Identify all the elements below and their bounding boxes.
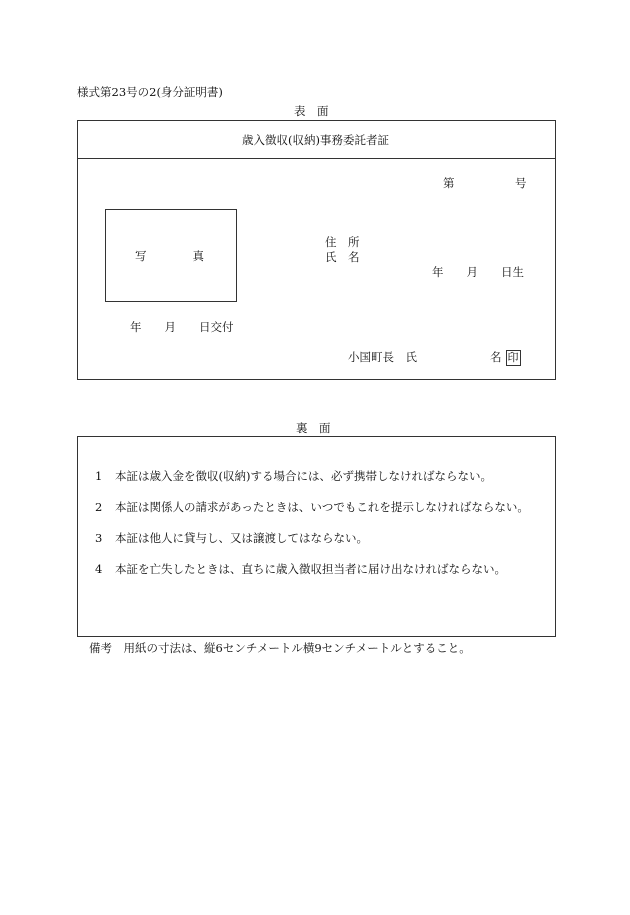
issuer-label: 小国町長 氏 bbox=[348, 350, 417, 364]
number-label-go: 号 bbox=[515, 176, 527, 190]
front-title-divider bbox=[77, 158, 556, 159]
note-item: 2 本証は関係人の請求があったときは、いつでもこれを提示しなければならない。 bbox=[95, 500, 529, 514]
seal-mark: 印 bbox=[507, 351, 519, 364]
card-title: 歳入徴収(収納)事務委託者証 bbox=[242, 133, 389, 147]
address-label: 住 所 bbox=[325, 235, 360, 249]
issuer-name-line bbox=[490, 349, 521, 366]
issue-date-label: 年 月 日交付 bbox=[130, 320, 234, 334]
note-item: 3 本証は他人に貸与し、又は譲渡してはならない。 bbox=[95, 531, 368, 545]
back-side-label: 裏 面 bbox=[296, 421, 331, 435]
photo-label: 写 真 bbox=[135, 249, 204, 263]
front-side-label: 表 面 bbox=[294, 104, 329, 118]
birth-date-label: 年 月 日生 bbox=[432, 265, 524, 279]
number-label-dai: 第 bbox=[443, 176, 455, 190]
note-item: 1 本証は歳入金を徴収(収納)する場合には、必ず携帯しなければならない。 bbox=[95, 469, 492, 483]
issuer-name-label: 名 bbox=[490, 350, 502, 364]
form-title: 様式第23号の2(身分証明書) bbox=[77, 85, 223, 99]
name-label: 氏 名 bbox=[325, 250, 360, 264]
note-item: 4 本証を亡失したときは、直ちに歳入徴収担当者に届け出なければならない。 bbox=[95, 562, 506, 576]
remark-text: 備考 用紙の寸法は、縦6センチメートル横9センチメートルとすること。 bbox=[89, 641, 471, 655]
